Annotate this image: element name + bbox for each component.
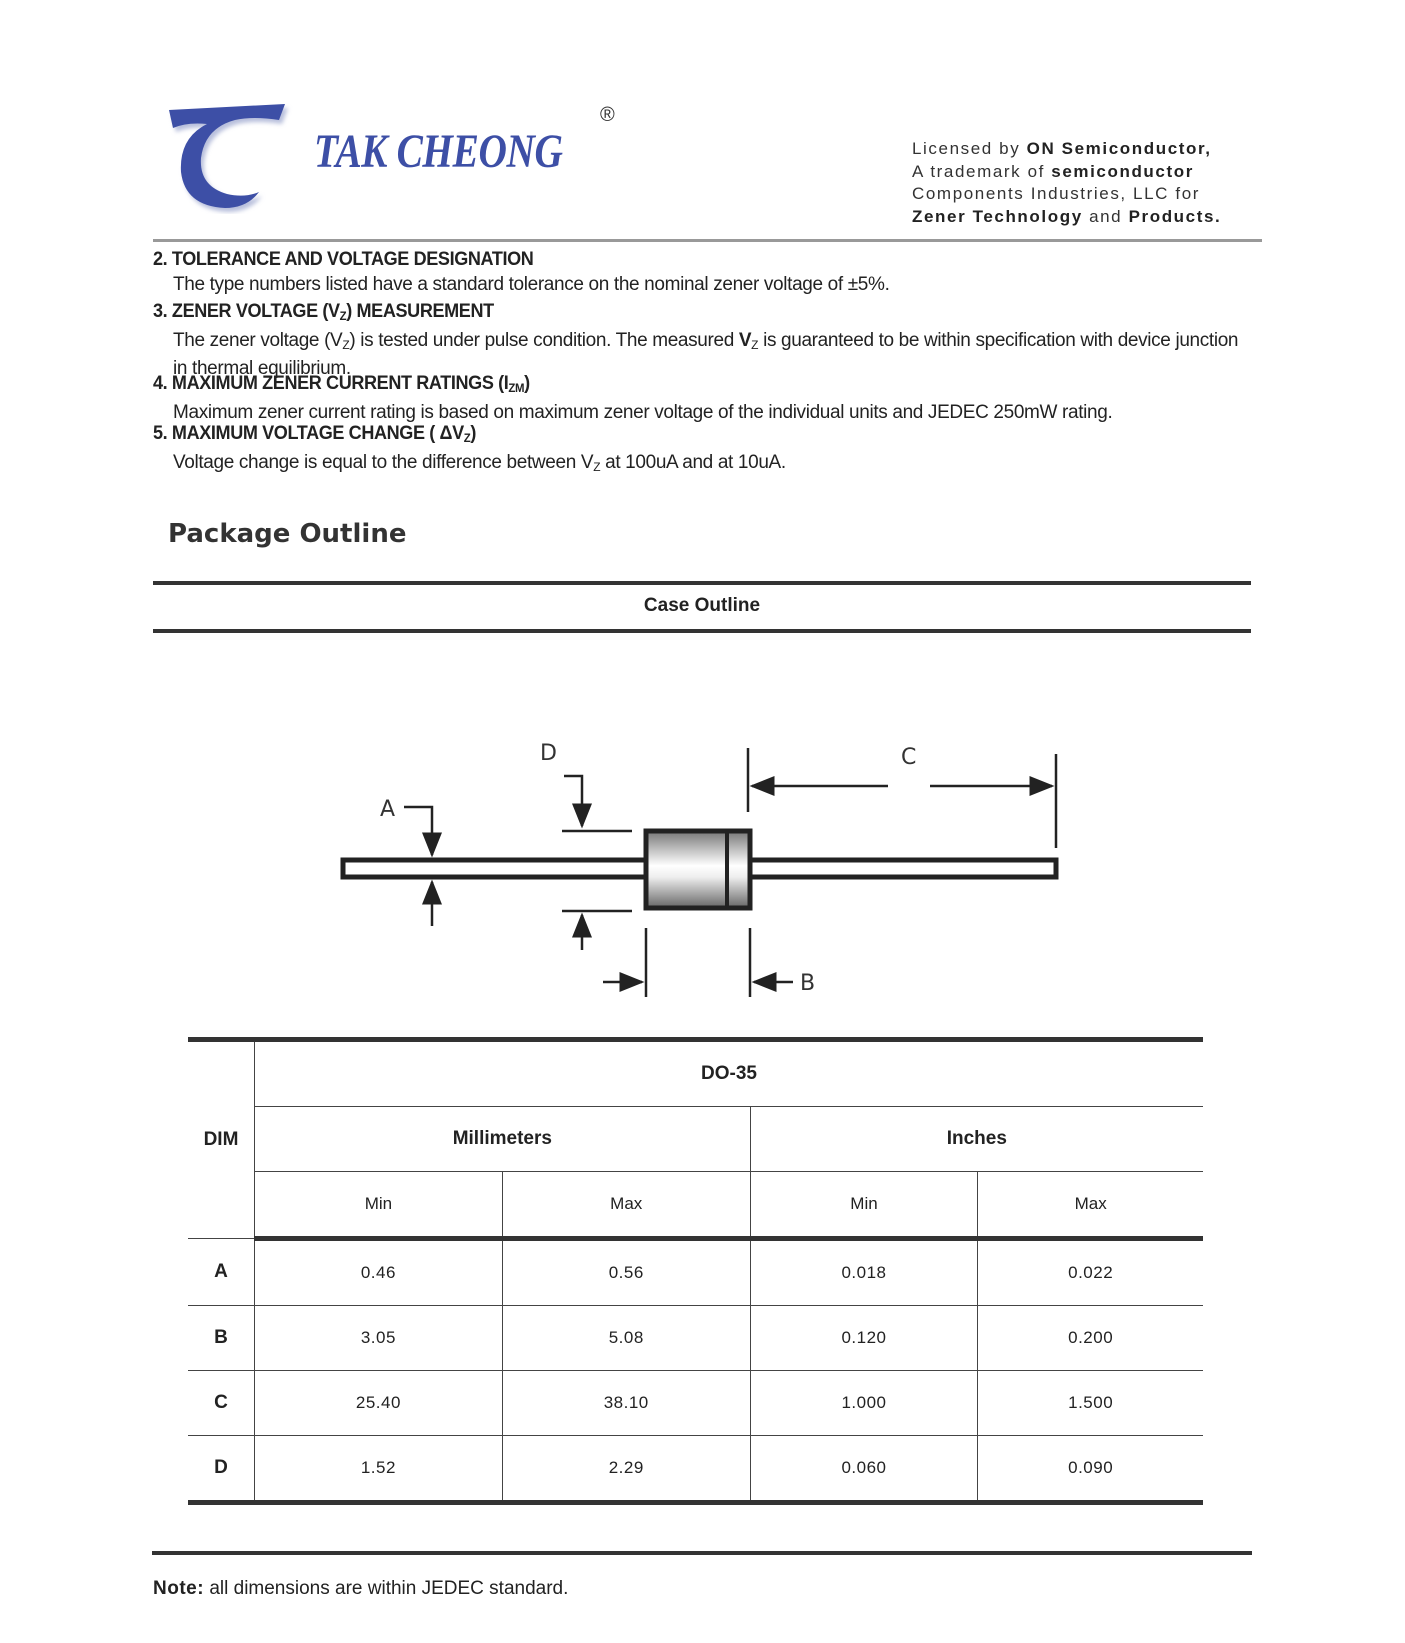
units-header-in: Inches: [750, 1107, 1203, 1172]
cell: 0.120: [750, 1306, 978, 1371]
dim-label-d: D: [540, 741, 557, 766]
cell: 0.018: [750, 1239, 978, 1306]
cell: 0.090: [978, 1436, 1203, 1503]
cell: 1.52: [255, 1436, 503, 1503]
note-max-current: 4. MAXIMUM ZENER CURRENT RATINGS $(I_{ZM})$ Maximum zener current rating is based on maximum zener voltage of the individual units and JEDEC 250mW rating.: [153, 373, 1113, 423]
table-row: [188, 1306, 1203, 1371]
cell: 0.200: [978, 1306, 1203, 1371]
dimension-table: [188, 1037, 1203, 1505]
note-tolerance: 2. TOLERANCE AND VOLTAGE DESIGNATION The type numbers listed have a standard tolerance on the nominal zener voltage of ±5%.: [153, 249, 890, 295]
cell: 1.000: [750, 1371, 978, 1436]
cell: 0.46: [255, 1239, 503, 1306]
dim-header: DIM: [188, 1040, 255, 1239]
row-dim: B: [188, 1306, 255, 1371]
note-voltage-change: 5. MAXIMUM VOLTAGE CHANGE ( $\Delta V_Z$) Voltage change is equal to the difference between $V_Z$ at 100uA and at 10uA.: [153, 423, 786, 474]
brand-name: TAK CHEONG: [314, 125, 563, 178]
table-row: [188, 1436, 1203, 1503]
cell: 5.08: [502, 1306, 750, 1371]
dim-label-a: A: [380, 797, 396, 822]
cell: 38.10: [502, 1371, 750, 1436]
cell: 0.060: [750, 1436, 978, 1503]
row-dim: C: [188, 1371, 255, 1436]
table-row: [188, 1371, 1203, 1436]
subheader-in-min: Min: [750, 1172, 978, 1239]
row-dim: A: [188, 1239, 255, 1306]
subheader-mm-min: Min: [255, 1172, 503, 1239]
units-header-mm: Millimeters: [255, 1107, 751, 1172]
cell: 3.05: [255, 1306, 503, 1371]
cell: 2.29: [502, 1436, 750, 1503]
dim-label-c: C: [901, 745, 917, 770]
cell: 25.40: [255, 1371, 503, 1436]
package-outline-title: Package Outline: [168, 519, 407, 549]
license-text: Licensed by ON Semiconductor, A trademark of semiconductor Components Industries, LLC for Zener Technology and Products.: [912, 139, 1222, 226]
note-zener-voltage: 3. ZENER VOLTAGE $(V_Z)$ MEASUREMENT The zener voltage $(V_Z)$ is tested under pulse condition. The measured $V_Z$ is guaranteed to be within specification with device junction in thermal equilibrium.: [153, 301, 1239, 379]
package-header: DO-35: [255, 1040, 1204, 1107]
dim-label-b: B: [800, 971, 816, 996]
cell: 1.500: [978, 1371, 1203, 1436]
cell: 0.022: [978, 1239, 1203, 1306]
footer-rule: [152, 1551, 1252, 1555]
registered-mark: ®: [600, 104, 615, 126]
cell: 0.56: [502, 1239, 750, 1306]
subheader-mm-max: Max: [502, 1172, 750, 1239]
table-row: [188, 1239, 1203, 1306]
diode-body: [646, 831, 750, 908]
footer-note: Note: all dimensions are within JEDEC standard.: [153, 1578, 569, 1599]
subheader-in-max: Max: [978, 1172, 1203, 1239]
case-outline-heading: Case Outline: [643, 595, 761, 616]
row-dim: D: [188, 1436, 255, 1503]
